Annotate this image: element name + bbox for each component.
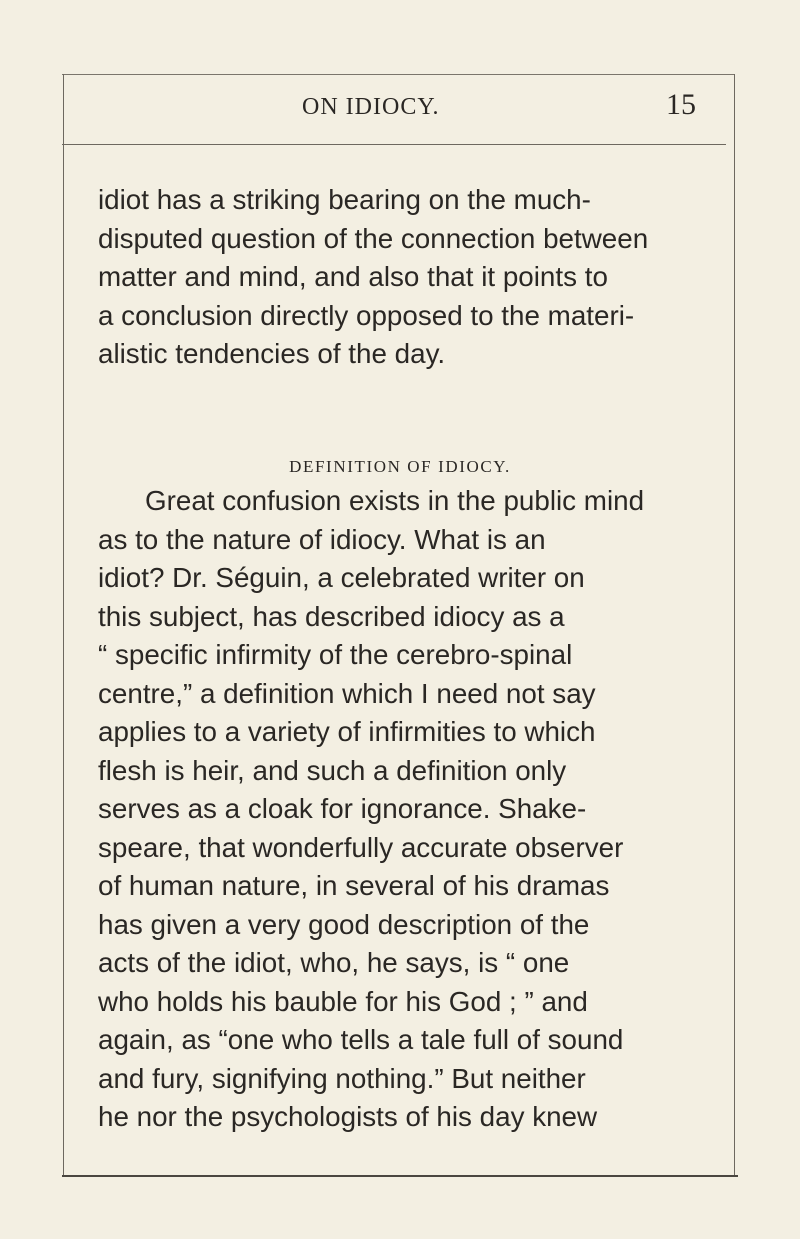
paragraph-2-line: again, as “one who tells a tale full of sound xyxy=(98,1024,624,1055)
frame-left-rule xyxy=(63,74,64,1176)
paragraph-2-line: and fury, signifying nothing.” But neither xyxy=(98,1062,586,1094)
frame-bottom-rule xyxy=(62,1175,738,1177)
paragraph-1-line: disputed question of the connection between xyxy=(98,222,649,254)
paragraph-2-line: as to the nature of idiocy. What is an xyxy=(98,523,546,555)
paragraph-1-line: matter and mind, and also that it points to xyxy=(98,261,608,292)
paragraph-2-line: he nor the psychologists of his day knew xyxy=(98,1101,598,1132)
frame-right-rule xyxy=(734,74,735,1176)
paragraph-1-line: a conclusion directly opposed to the materi- xyxy=(98,299,635,331)
paragraph-2-line: Great confusion exists in the public mind xyxy=(145,485,645,516)
paragraph-2-line: this subject, has described idiocy as a xyxy=(98,600,565,632)
paragraph-2-line: of human nature, in several of his dramas xyxy=(98,870,610,901)
header-rule xyxy=(62,144,726,145)
paragraph-2-line: speare, that wonderfully accurate observer xyxy=(98,831,624,863)
paragraph-2-line: acts of the idiot, who, he says, is “ one xyxy=(98,947,570,978)
paragraph-1-line: idiot has a striking bearing on the much- xyxy=(98,184,591,215)
paragraph-2-line: has given a very good description of the xyxy=(98,908,590,940)
paragraph-2-line: “ specific infirmity of the cerebro-spinal xyxy=(98,639,573,670)
running-head: ON IDIOCY. xyxy=(302,94,440,120)
paragraph-1-line: alistic tendencies of the day. xyxy=(98,338,446,369)
paragraph-2-line: applies to a variety of infirmities to which xyxy=(98,716,596,747)
paragraph-2-line: serves as a cloak for ignorance. Shake- xyxy=(98,793,587,824)
paragraph-1 xyxy=(98,181,710,374)
paragraph-2-line: flesh is heir, and such a definition only xyxy=(98,754,567,786)
paragraph-2-line: centre,” a definition which I need not say xyxy=(98,677,596,709)
section-heading: DEFINITION OF IDIOCY. xyxy=(289,457,511,476)
paragraph-2-line: who holds his bauble for his God ; ” and xyxy=(98,985,588,1017)
paragraph-2 xyxy=(98,482,710,1137)
frame-top-rule xyxy=(62,74,734,75)
paragraph-2-line: idiot? Dr. Séguin, a celebrated writer on xyxy=(98,562,585,593)
page-number: 15 xyxy=(666,88,696,121)
